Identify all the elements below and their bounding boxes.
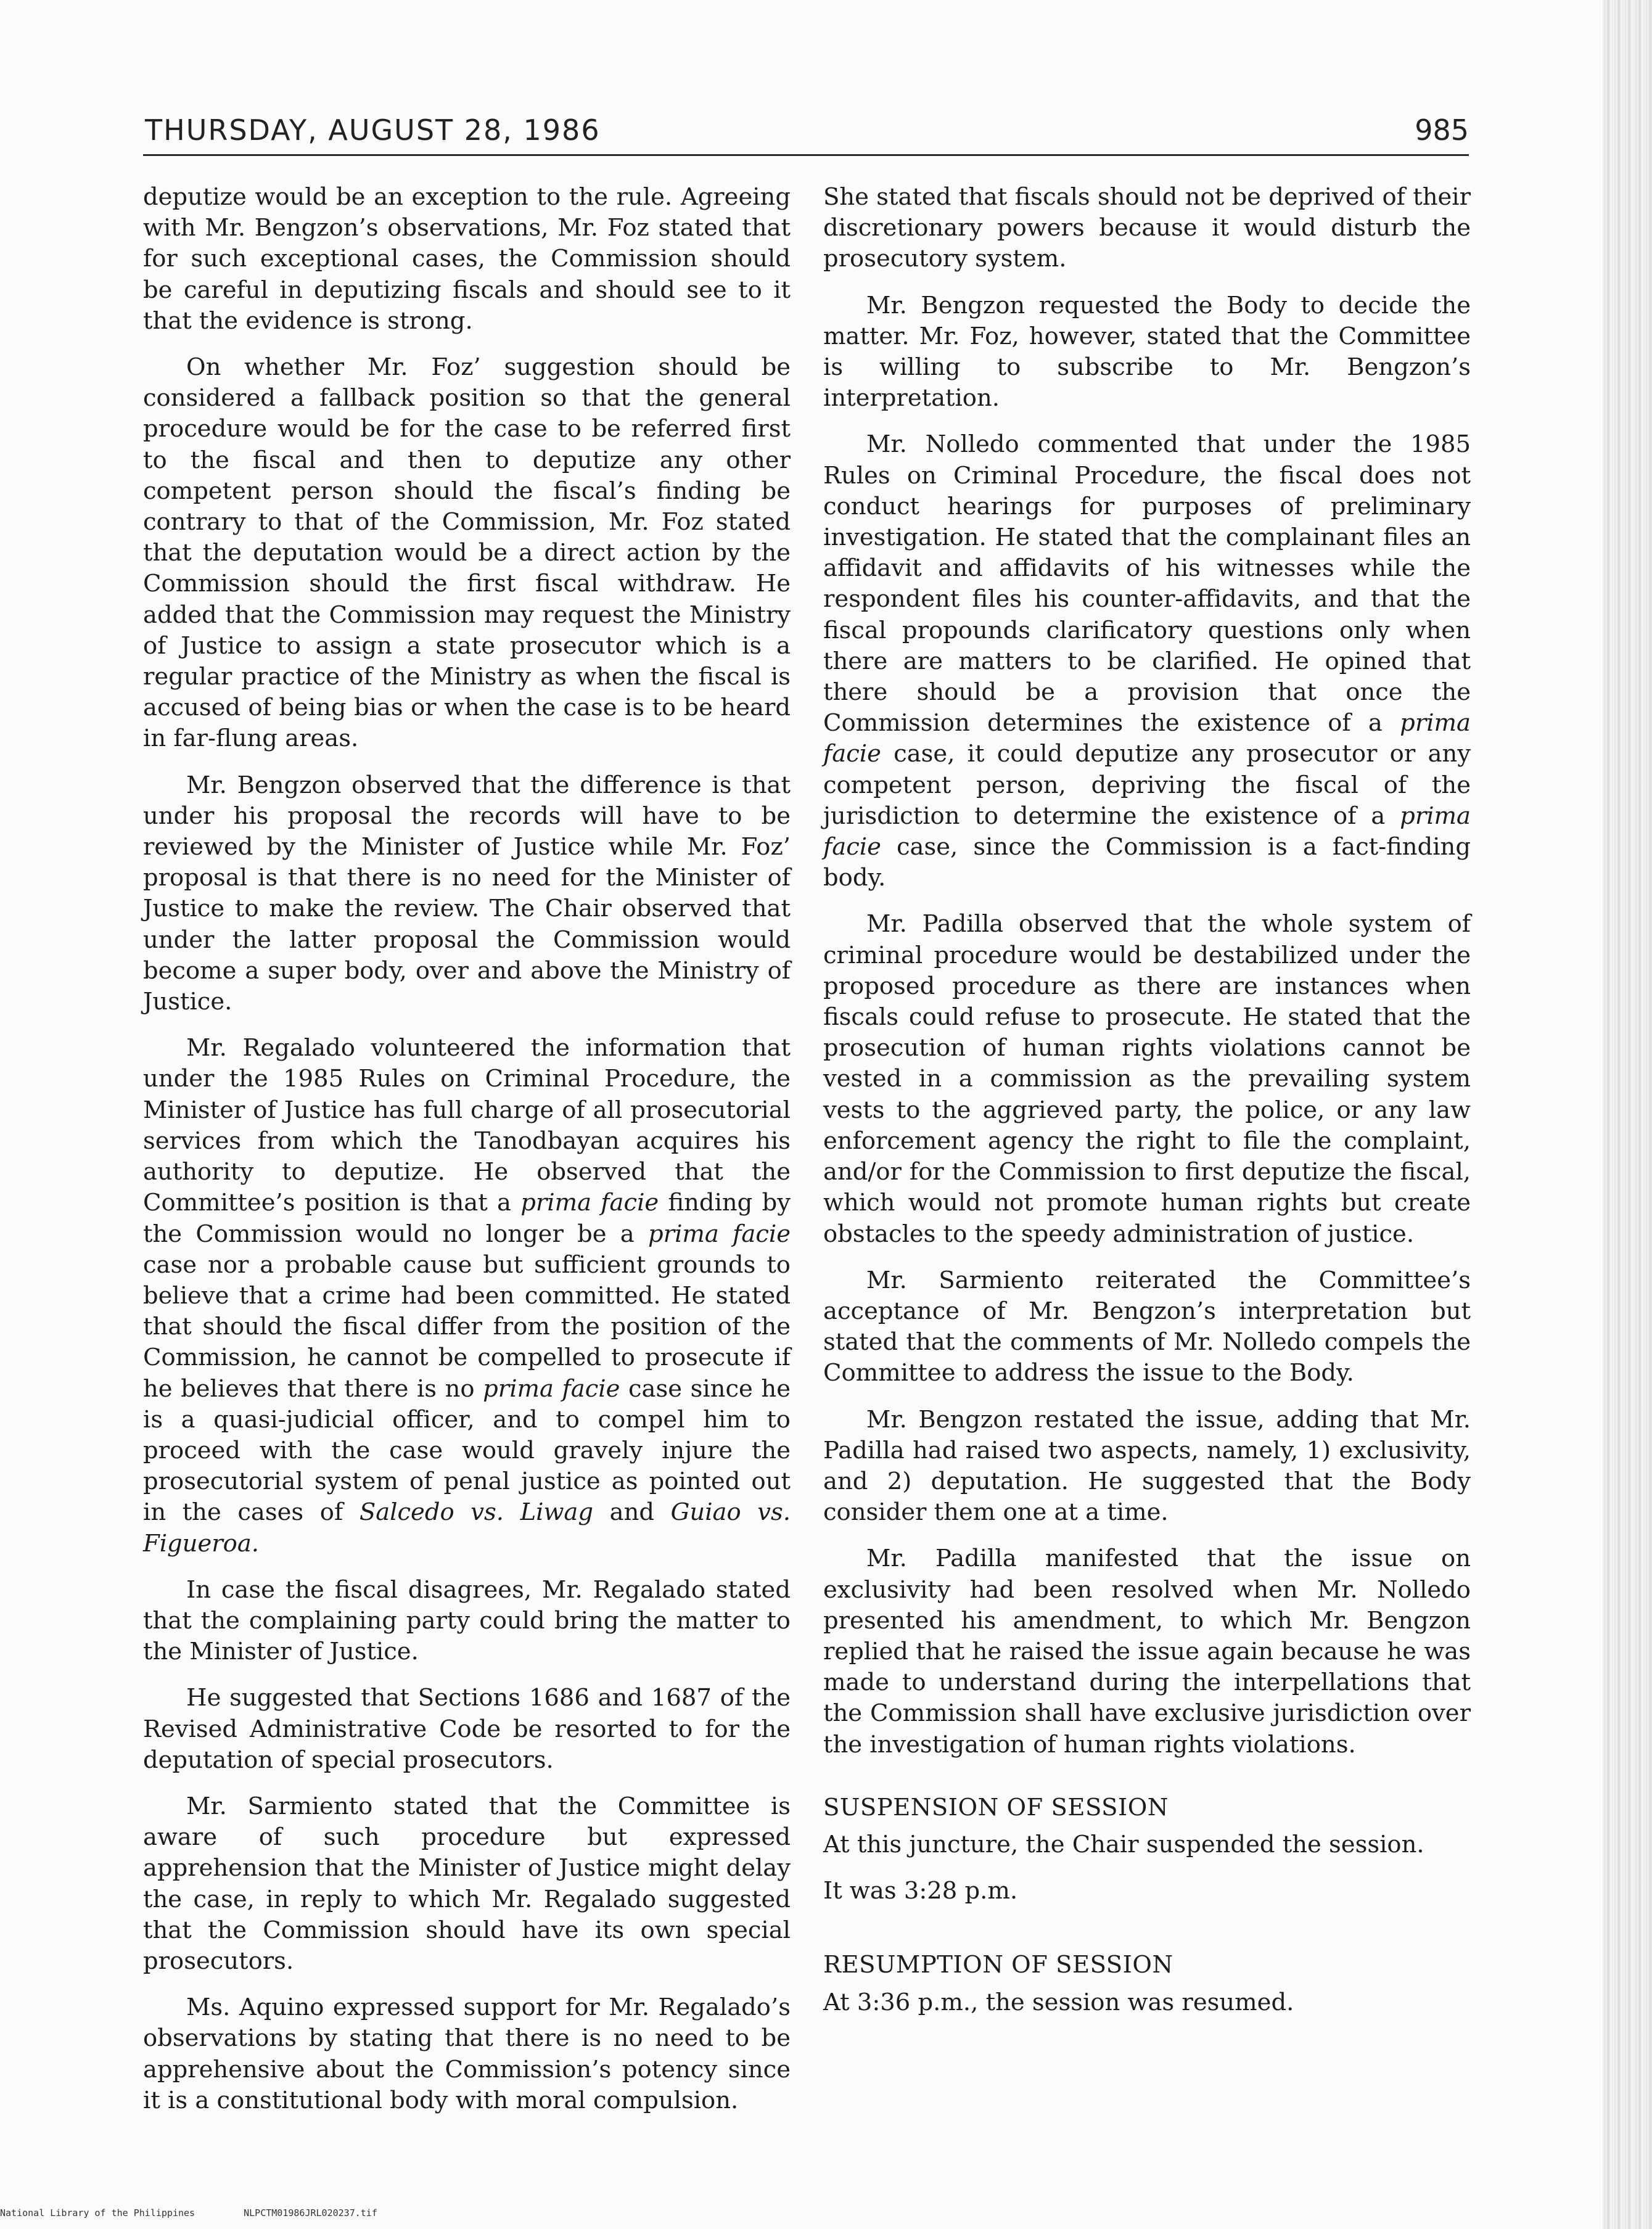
page-header xyxy=(143,111,1469,156)
paragraph: Mr. Sarmiento stated that the Committee is aware of such procedure but expressed apprehension that the Minister of Justice might delay the case, in reply to which Mr. Regalado suggested that the Commission should have its own special prosecutors. xyxy=(143,1792,791,1975)
text-run: case, since the Commission is a fact-finding body. xyxy=(823,833,1471,892)
text-run: case, it could deputize any prosecutor or any competent person, depriving the fiscal of the jurisdiction to determine the existence of a xyxy=(823,740,1471,830)
text-run: and xyxy=(593,1498,671,1527)
page-number: 985 xyxy=(1415,113,1469,147)
italic-term: prima facie xyxy=(483,1374,620,1403)
suspension-time: It was 3:28 p.m. xyxy=(823,1877,1018,1905)
case-citation: Salcedo vs. Liwag xyxy=(359,1498,594,1527)
paragraph: Mr. Sarmiento reiterated the Committee’s acceptance of Mr. Bengzon’s interpretation but stated that the comments of Mr. Nolledo compels the Committee to address the issue to the Body. xyxy=(823,1266,1471,1387)
paragraph: Mr. Bengzon restated the issue, adding that Mr. Padilla had raised two aspects, namely, 1) exclusivity, and 2) deputation. He suggested that the Body consider them one at a time. xyxy=(823,1405,1471,1527)
header-date: THURSDAY, AUGUST 28, 1986 xyxy=(145,113,601,147)
paragraph: Mr. Padilla manifested that the issue on exclusivity had been resolved when Mr. Nolledo presented his amendment, to which Mr. Bengzon replied that he raised the issue again because he was made to understand during the interpellations that the Commission shall have exclusive jurisdiction over the investigation of human rights violations. xyxy=(823,1545,1471,1759)
left-column xyxy=(143,182,791,2132)
italic-term: prima facie xyxy=(823,802,1471,861)
paragraph xyxy=(143,1033,791,1559)
suspension-text: At this juncture, the Chair suspended the session. xyxy=(823,1830,1424,1858)
paragraph: She stated that fiscals should not be deprived of their discretionary powers because it would disturb the prosecutory system. xyxy=(823,183,1471,273)
text-run: Mr. Regalado volunteered the information that under the 1985 Rules on Criminal Procedure, the Minister of Justice has full charge of all prosecutorial services from which the Tanodbayan acquires his authority to deputize. He observed that the Committee’s position is that a xyxy=(143,1034,791,1217)
resumption-text: At 3:36 p.m., the session was resumed. xyxy=(823,1988,1294,2016)
paragraph: Mr. Bengzon requested the Body to decide the matter. Mr. Foz, however, stated that the Committee is willing to subscribe to Mr. Bengzon’s interpretation. xyxy=(823,291,1471,413)
paragraph: Ms. Aquino expressed support for Mr. Regalado’s observations by stating that there is no need to be apprehensive about the Commission’s potency since it is a constitutional body with moral compulsion. xyxy=(143,1993,791,2114)
scan-edge-strip xyxy=(1603,0,1652,2229)
scan-footer xyxy=(0,2207,421,2219)
footer-library: National Library of the Philippines xyxy=(0,2207,195,2219)
paragraph: deputize would be an exception to the rule. Agreeing with Mr. Bengzon’s observations, Mr. Foz stated that for such exceptional cases, the Commission should be careful in deputizing fiscals and should see to it that the evidence is strong. xyxy=(143,183,791,335)
italic-term: prima facie xyxy=(520,1189,659,1217)
paragraph: In case the fiscal disagrees, Mr. Regalado stated that the complaining party could bring the matter to the Minister of Justice. xyxy=(143,1575,791,1666)
italic-term: prima facie xyxy=(648,1220,791,1248)
paragraph: Mr. Padilla observed that the whole system of criminal procedure would be destabilized under the proposed procedure as there are instances when fiscals could refuse to prosecute. He stated that the prosecution of human rights violations cannot be vested in a commission as the prevailing system vests to the aggrieved party, the police, or any law enforcement agency the right to file the complaint, and/or for the Commission to first deputize the fiscal, which would not promote human rights but create obstacles to the speedy administration of justice. xyxy=(823,910,1471,1248)
text-run: case nor a probable cause but sufficient grounds to believe that a crime had been committed. He stated that should the fiscal differ from the position of the Commission, he cannot be compelled to prosecute if he believes that there is no xyxy=(143,1250,791,1403)
right-column xyxy=(823,182,1471,2034)
paragraph xyxy=(823,429,1471,893)
text-run: case since he is a quasi-judicial officer, and to compel him to proceed with the case would gravely injure the prosecutorial system of penal justice as pointed out in the cases of xyxy=(143,1374,791,1527)
text-run: finding by the Commission would no longer be a xyxy=(143,1189,791,1248)
italic-term: prima facie xyxy=(823,709,1471,768)
paragraph: He suggested that Sections 1686 and 1687 of the Revised Administrative Code be resorted to for the deputation of special prosecutors. xyxy=(143,1684,791,1774)
case-citation: Guiao vs. Figueroa. xyxy=(143,1498,791,1558)
paragraph: On whether Mr. Foz’ suggestion should be considered a fallback position so that the general procedure would be for the case to be referred first to the fiscal and then to deputize any other competent person should the fiscal’s finding be contrary to that of the Commission, Mr. Foz stated that the deputation would be a direct action by the Commission should the first fiscal withdraw. He added that the Commission may request the Ministry of Justice to assign a state prosecutor which is a regular practice of the Ministry as when the fiscal is accused of being bias or when the case is to be heard in far-flung areas. xyxy=(143,353,791,753)
resumption-heading: RESUMPTION OF SESSION xyxy=(823,1951,1173,1979)
footer-file-id: NLPCTM01986JRL020237.tif xyxy=(244,2207,377,2219)
text-run: Mr. Nolledo commented that under the 1985 Rules on Criminal Procedure, the fiscal does not conduct hearings for purposes of preliminary investigation. He stated that the complainant files an affidavit and affidavits of his witnesses while the respondent files his counter-affidavits, and that the fiscal propounds clarificatory questions only when there are matters to be clarified. He opined that there should be a provision that once the Commission determines the existence of a xyxy=(823,430,1471,737)
suspension-heading: SUSPENSION OF SESSION xyxy=(823,1793,1169,1821)
paragraph: Mr. Bengzon observed that the difference is that under his proposal the records will have to be reviewed by the Minister of Justice while Mr. Foz’ proposal is that there is no need for the Minister of Justice to make the review. The Chair observed that under the latter proposal the Commission would become a super body, over and above the Ministry of Justice. xyxy=(143,771,791,1016)
